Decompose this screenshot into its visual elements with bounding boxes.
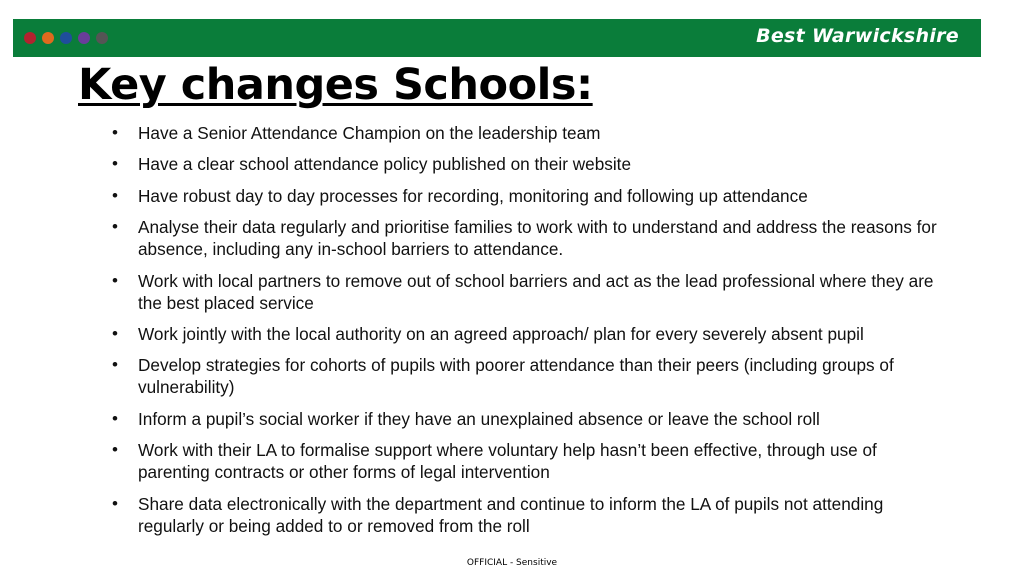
bullet-text: Inform a pupil’s social worker if they have an unexplained absence or leave the school roll bbox=[138, 408, 820, 429]
bullet-text: Have a clear school attendance policy published on their website bbox=[138, 154, 632, 175]
brand-dot-icon bbox=[24, 32, 36, 44]
bullet-icon: • bbox=[112, 185, 118, 205]
bullet-item bbox=[112, 270, 952, 314]
bullet-item bbox=[112, 122, 952, 144]
bullet-icon: • bbox=[112, 123, 118, 142]
brand-logo-text: Best Warwickshire bbox=[756, 25, 959, 47]
header-banner bbox=[13, 19, 981, 57]
brand-dots bbox=[24, 32, 108, 44]
bullet-text: Share data electronically with the department and continue to inform the LA of pupils not attending regularly or being added to or removed from the roll bbox=[138, 493, 884, 536]
bullet-icon: • bbox=[112, 323, 118, 343]
bullet-icon: • bbox=[112, 217, 118, 237]
bullet-icon: • bbox=[112, 408, 118, 428]
bullet-item bbox=[112, 185, 952, 207]
brand-dot-icon bbox=[96, 32, 108, 44]
brand-dot-icon bbox=[60, 32, 72, 44]
bullet-item bbox=[112, 493, 952, 537]
classification-footer: OFFICIAL - Sensitive bbox=[466, 558, 558, 568]
bullet-text: Analyse their data regularly and prioritise families to work with to understand and address the reasons for absence, including any in-school barriers to attendance. bbox=[138, 217, 937, 260]
bullet-icon: • bbox=[112, 154, 118, 174]
brand-dot-icon bbox=[42, 32, 54, 44]
bullet-text: Have a Senior Attendance Champion on the leadership team bbox=[138, 123, 601, 143]
bullet-item bbox=[112, 439, 952, 483]
bullet-list bbox=[112, 122, 952, 546]
bullet-icon: • bbox=[112, 493, 118, 513]
bullet-icon: • bbox=[112, 270, 118, 290]
brand-dot-icon bbox=[78, 32, 90, 44]
bullet-text: Have robust day to day processes for recording, monitoring and following up attendance bbox=[138, 185, 808, 206]
bullet-item bbox=[112, 216, 952, 260]
bullet-text: Work with their LA to formalise support where voluntary help hasn’t been effective, through use of parenting contracts or other forms of legal intervention bbox=[138, 440, 877, 483]
bullet-item bbox=[112, 408, 952, 430]
bullet-item bbox=[112, 323, 952, 345]
slide-title: Key changes Schools: bbox=[78, 60, 593, 110]
bullet-item bbox=[112, 354, 952, 398]
bullet-text: Develop strategies for cohorts of pupils with poorer attendance than their peers (including groups of vulnerability) bbox=[138, 355, 894, 398]
bullet-text: Work with local partners to remove out of school barriers and act as the lead professional where they are the best placed service bbox=[138, 270, 934, 313]
bullet-icon: • bbox=[112, 355, 118, 375]
bullet-text: Work jointly with the local authority on an agreed approach/ plan for every severely absent pupil bbox=[138, 323, 864, 344]
bullet-item bbox=[112, 153, 952, 175]
bullet-icon: • bbox=[112, 440, 118, 460]
